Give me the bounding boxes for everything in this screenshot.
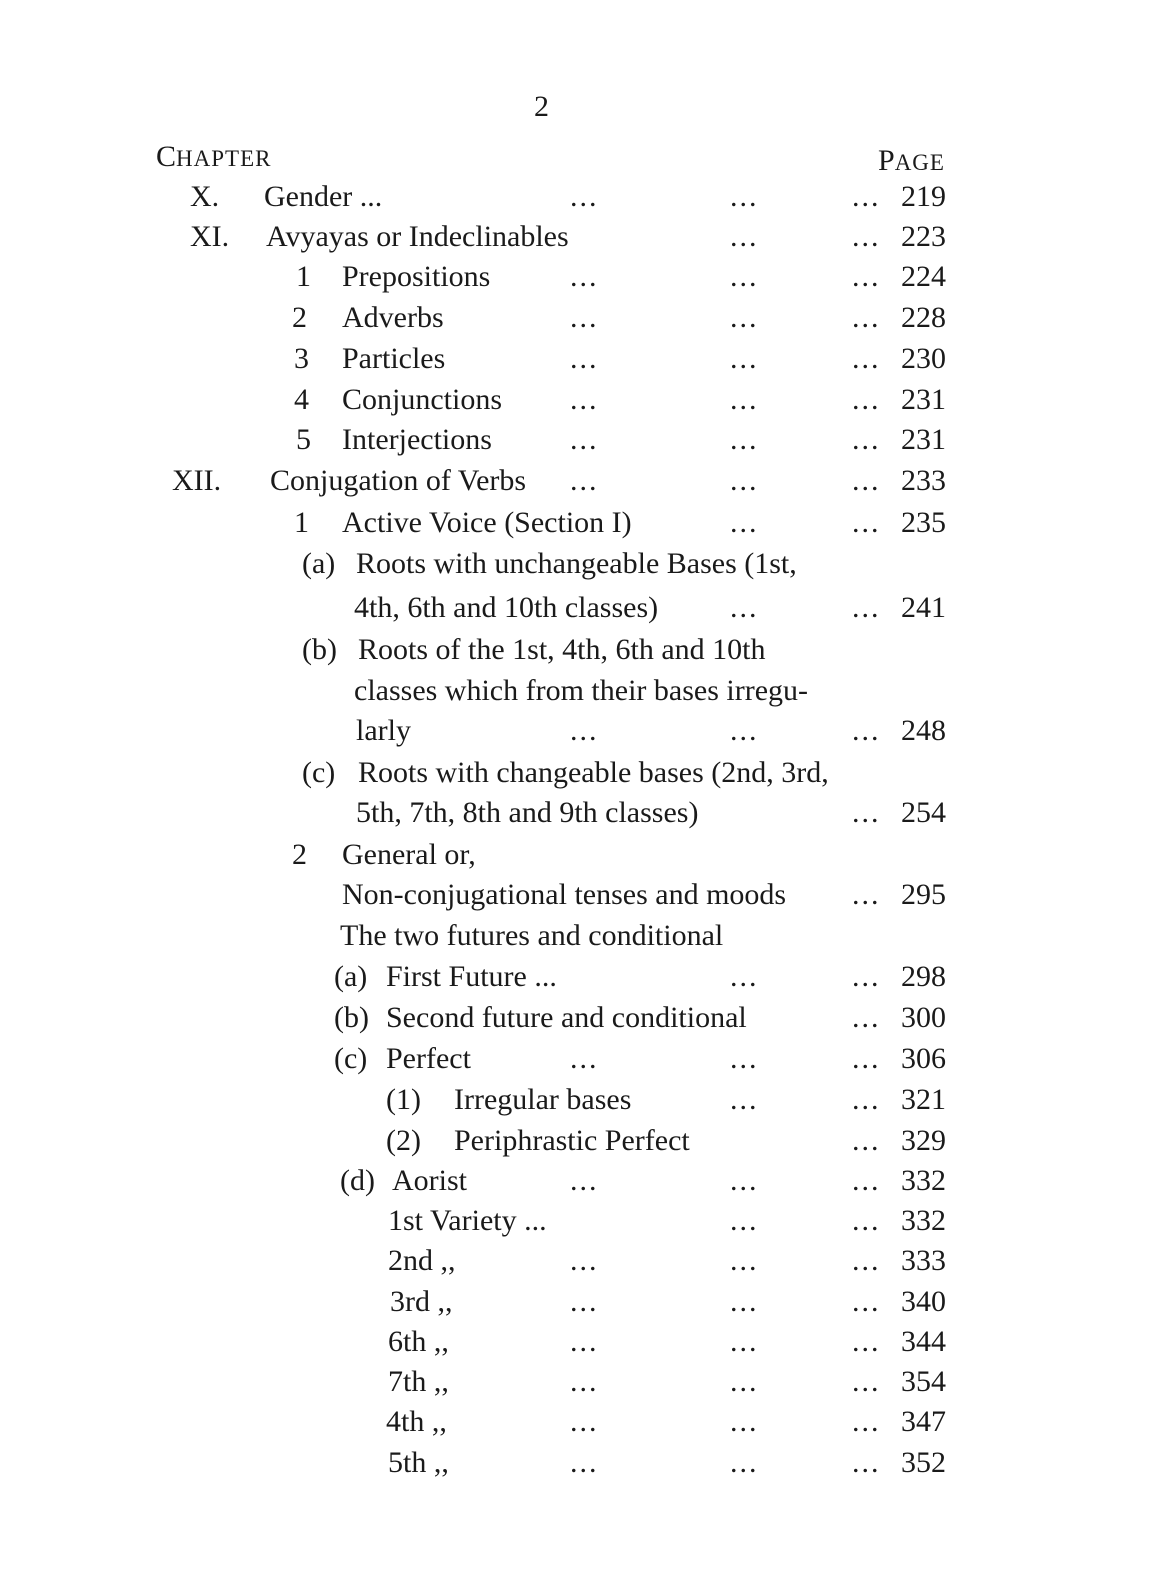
- toc-item-number: (1): [386, 1083, 421, 1116]
- toc-item-number: 5: [296, 423, 311, 456]
- toc-leader-dots: ...: [730, 1446, 759, 1479]
- toc-leader-dots: ...: [570, 301, 599, 334]
- toc-leader-dots: ...: [852, 878, 881, 911]
- toc-page-number: 235: [901, 506, 946, 539]
- toc-leader-dots: ...: [570, 1244, 599, 1277]
- chapter-header-rest: HAPTER: [176, 146, 272, 171]
- toc-entry-label: Interjections: [342, 423, 492, 456]
- toc-entry-label: Aorist: [392, 1164, 467, 1197]
- toc-leader-dots: ...: [730, 1204, 759, 1237]
- toc-page-number: 333: [901, 1244, 946, 1277]
- toc-entry-label: Adverbs: [342, 301, 444, 334]
- toc-leader-dots: ...: [852, 1285, 881, 1318]
- toc-page-number: 241: [901, 591, 946, 624]
- toc-entry-label: Gender ...: [264, 180, 383, 213]
- toc-item-number: 1: [296, 260, 311, 293]
- toc-entry-label: Periphrastic Perfect: [454, 1124, 690, 1157]
- toc-page-number: 352: [901, 1446, 946, 1479]
- toc-entry-label: 4th ,,: [386, 1405, 447, 1438]
- toc-leader-dots: ...: [852, 1325, 881, 1358]
- toc-leader-dots: ...: [730, 342, 759, 375]
- toc-leader-dots: ...: [852, 1204, 881, 1237]
- toc-item-number: (2): [386, 1124, 421, 1157]
- toc-page-number: 298: [901, 960, 946, 993]
- toc-leader-dots: ...: [730, 1285, 759, 1318]
- toc-leader-dots: ...: [570, 180, 599, 213]
- chapter-header: [156, 142, 271, 172]
- toc-leader-dots: ...: [852, 1446, 881, 1479]
- toc-page-number: 228: [901, 301, 946, 334]
- toc-item-number: (d): [340, 1164, 375, 1197]
- toc-leader-dots: ...: [730, 591, 759, 624]
- toc-entry-label: larly: [356, 714, 411, 747]
- toc-leader-dots: ...: [852, 1365, 881, 1398]
- toc-item-number: 2: [292, 301, 307, 334]
- toc-entry-label: Active Voice (Section I): [342, 506, 632, 539]
- toc-leader-dots: ...: [852, 1405, 881, 1438]
- toc-page-number: 230: [901, 342, 946, 375]
- toc-leader-dots: ...: [730, 1164, 759, 1197]
- toc-leader-dots: ...: [852, 342, 881, 375]
- toc-entry-label: 4th, 6th and 10th classes): [354, 591, 659, 624]
- toc-leader-dots: ...: [730, 960, 759, 993]
- toc-leader-dots: ...: [730, 1244, 759, 1277]
- toc-entry-label: 5th, 7th, 8th and 9th classes): [356, 796, 699, 829]
- toc-page-number: 254: [901, 796, 946, 829]
- toc-item-number: 2: [292, 838, 307, 871]
- toc-page-number: 344: [901, 1325, 946, 1358]
- toc-leader-dots: ...: [730, 1365, 759, 1398]
- toc-leader-dots: ...: [570, 1164, 599, 1197]
- toc-leader-dots: ...: [852, 301, 881, 334]
- toc-entry-label: The two futures and conditional: [340, 919, 724, 952]
- toc-leader-dots: ...: [730, 464, 759, 497]
- toc-leader-dots: ...: [570, 1405, 599, 1438]
- toc-entry-label: Avyayas or Indeclinables: [266, 220, 569, 253]
- toc-entry-label: First Future ...: [386, 960, 557, 993]
- toc-chapter-number: XII.: [172, 464, 222, 497]
- page-header: [878, 146, 945, 176]
- toc-item-number: 1: [294, 506, 309, 539]
- toc-item-number: (a): [302, 547, 336, 580]
- toc-leader-dots: ...: [852, 1001, 881, 1034]
- toc-leader-dots: ...: [570, 714, 599, 747]
- toc-item-number: 4: [294, 383, 309, 416]
- toc-leader-dots: ...: [570, 1365, 599, 1398]
- page-header-rest: AGE: [894, 150, 945, 175]
- toc-entry-label: Irregular bases: [454, 1083, 632, 1116]
- toc-leader-dots: ...: [730, 301, 759, 334]
- toc-entry-label: Roots of the 1st, 4th, 6th and 10th: [358, 633, 766, 666]
- toc-item-number: 3: [294, 342, 309, 375]
- toc-page-number: 347: [901, 1405, 946, 1438]
- toc-entry-label: 3rd ,,: [390, 1285, 453, 1318]
- toc-page-number: 340: [901, 1285, 946, 1318]
- toc-page-number: 329: [901, 1124, 946, 1157]
- toc-page-number: 332: [901, 1164, 946, 1197]
- toc-leader-dots: ...: [852, 180, 881, 213]
- toc-leader-dots: ...: [852, 591, 881, 624]
- toc-leader-dots: ...: [852, 220, 881, 253]
- toc-leader-dots: ...: [730, 260, 759, 293]
- toc-leader-dots: ...: [730, 506, 759, 539]
- toc-entry-label: 2nd ,,: [388, 1244, 456, 1277]
- toc-page-number: 306: [901, 1042, 946, 1075]
- toc-leader-dots: ...: [570, 1446, 599, 1479]
- toc-leader-dots: ...: [730, 1042, 759, 1075]
- toc-leader-dots: ...: [570, 1042, 599, 1075]
- toc-entry-label: Conjunctions: [342, 383, 503, 416]
- toc-page-number: 223: [901, 220, 946, 253]
- toc-leader-dots: ...: [570, 383, 599, 416]
- toc-entry-label: 7th ,,: [388, 1365, 449, 1398]
- toc-leader-dots: ...: [570, 1285, 599, 1318]
- toc-leader-dots: ...: [730, 423, 759, 456]
- toc-leader-dots: ...: [730, 383, 759, 416]
- toc-page-number: 231: [901, 423, 946, 456]
- toc-item-number: (b): [334, 1001, 369, 1034]
- toc-leader-dots: ...: [852, 260, 881, 293]
- toc-entry-label: Perfect: [386, 1042, 471, 1075]
- toc-leader-dots: ...: [852, 1042, 881, 1075]
- toc-entry-label: 1st Variety ...: [388, 1204, 547, 1237]
- toc-page-number: 224: [901, 260, 946, 293]
- toc-item-number: (c): [334, 1042, 368, 1075]
- toc-page-number: 231: [901, 383, 946, 416]
- toc-page-number: 233: [901, 464, 946, 497]
- toc-page-number: 354: [901, 1365, 946, 1398]
- page-number: 2: [534, 90, 549, 123]
- toc-entry-label: Non-conjugational tenses and moods: [342, 878, 787, 911]
- toc-item-number: (a): [334, 960, 368, 993]
- toc-leader-dots: ...: [852, 383, 881, 416]
- toc-leader-dots: ...: [730, 1325, 759, 1358]
- toc-leader-dots: ...: [852, 1083, 881, 1116]
- toc-chapter-number: XI.: [190, 220, 230, 253]
- chapter-header-initial: C: [156, 140, 177, 173]
- toc-leader-dots: ...: [570, 423, 599, 456]
- toc-leader-dots: ...: [570, 1325, 599, 1358]
- toc-page-number: 300: [901, 1001, 946, 1034]
- toc-page-number: 332: [901, 1204, 946, 1237]
- toc-entry-label: Roots with unchangeable Bases (1st,: [356, 547, 797, 580]
- toc-leader-dots: ...: [730, 1083, 759, 1116]
- toc-page-number: 321: [901, 1083, 946, 1116]
- toc-leader-dots: ...: [852, 714, 881, 747]
- toc-entry-label: 5th ,,: [388, 1446, 449, 1479]
- toc-leader-dots: ...: [730, 220, 759, 253]
- page-header-initial: P: [878, 144, 895, 177]
- toc-leader-dots: ...: [570, 260, 599, 293]
- toc-leader-dots: ...: [852, 960, 881, 993]
- toc-entry-label: 6th ,,: [388, 1325, 449, 1358]
- toc-leader-dots: ...: [852, 1164, 881, 1197]
- toc-leader-dots: ...: [852, 506, 881, 539]
- toc-leader-dots: ...: [852, 423, 881, 456]
- toc-leader-dots: ...: [730, 1405, 759, 1438]
- toc-chapter-number: X.: [190, 180, 220, 213]
- toc-entry-label: classes which from their bases irregu-: [354, 674, 809, 707]
- toc-entry-label: Second future and conditional: [386, 1001, 747, 1034]
- toc-item-number: (b): [302, 633, 337, 666]
- toc-leader-dots: ...: [570, 464, 599, 497]
- toc-entry-label: General or,: [342, 838, 476, 871]
- toc-entry-label: Particles: [342, 342, 446, 375]
- toc-page-number: 248: [901, 714, 946, 747]
- toc-leader-dots: ...: [852, 796, 881, 829]
- toc-page-number: 219: [901, 180, 946, 213]
- toc-leader-dots: ...: [730, 180, 759, 213]
- toc-entry-label: Conjugation of Verbs: [270, 464, 527, 497]
- toc-entry-label: Roots with changeable bases (2nd, 3rd,: [358, 756, 829, 789]
- toc-leader-dots: ...: [852, 1124, 881, 1157]
- toc-leader-dots: ...: [852, 464, 881, 497]
- toc-item-number: (c): [302, 756, 336, 789]
- toc-entry-label: Prepositions: [342, 260, 491, 293]
- toc-page-number: 295: [901, 878, 946, 911]
- toc-leader-dots: ...: [852, 1244, 881, 1277]
- toc-leader-dots: ...: [730, 714, 759, 747]
- toc-leader-dots: ...: [570, 342, 599, 375]
